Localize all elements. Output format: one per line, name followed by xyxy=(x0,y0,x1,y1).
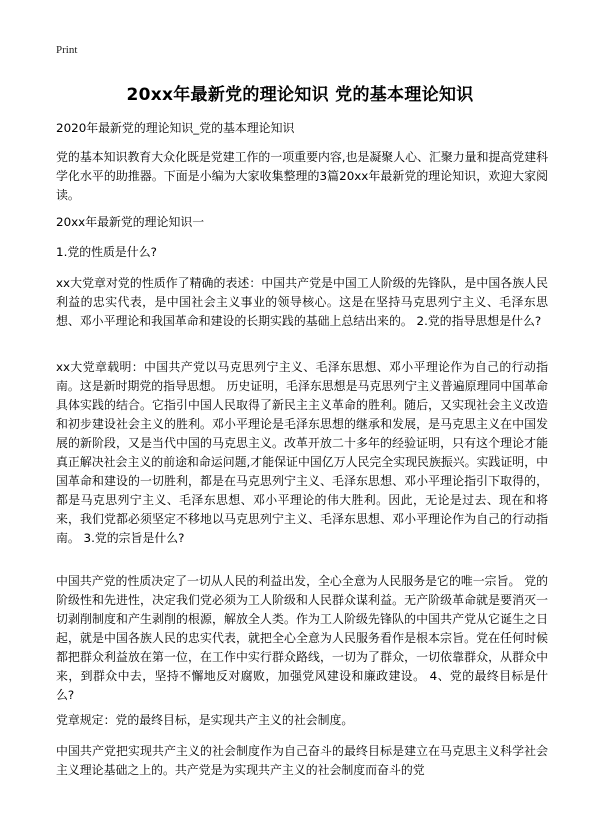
answer-2-paragraph: xx大党章载明：中国共产党以马克思列宁主义、毛泽东思想、邓小平理论作为自己的行动指南。这是新时期党的指导思想。 历史证明，毛泽东思想是马克思列宁主义普遍原理同中国革命具体实践的结合。它指引中国人民取得了新民主主义革命的胜利。随后，又实现社会主义改造和初步建设社会主义的胜利。邓小平理论是毛泽东思想的继承和发展，是马克思主义在中国发展的新阶段，又是当代中国的马克思主义。改革开放二十多年的经验证明，只有这个理论才能真正解决社会主义的前途和命运问题,才能保证中国亿万人民完全实现民族振兴。实践证明，中国革命和建设的一切胜利，都是在马克思列宁主义、毛泽东思想、邓小平理论指引下取得的，都是马克思列宁主义、毛泽东思想、邓小平理论的伟大胜利。因此，无论是过去、现在和将来，我们党都必须坚定不移地以马克思列宁主义、毛泽东思想、邓小平理论作为自己的行动指南。 3.党的宗旨是什么? xyxy=(56,360,548,545)
answer-4-detail-paragraph: 中国共产党把实现共产主义的社会制度作为自己奋斗的最终目标是建立在马克思主义科学社会主义理论基础之上的。共产党是为实现共产主义的社会制度而奋斗的党 xyxy=(56,744,548,777)
section-heading: 20xx年最新党的理论知识一 xyxy=(56,215,205,229)
page-title: 20xx年最新党的理论知识 党的基本理论知识 xyxy=(126,85,474,105)
intro-paragraph: 党的基本知识教育大众化既是党建工作的一项重要内容,也是凝聚人心、汇聚力量和提高党建科学化水平的助推器。下面是小编为大家收集整理的3篇20xx年最新党的理论知识，欢迎大家阅读。 xyxy=(56,150,548,202)
answer-3-paragraph: 中国共产党的性质决定了一切从人民的利益出发，全心全意为人民服务是它的唯一宗旨。 党的阶级性和先进性，决定我们党必须为工人阶级和人民群众谋利益。无产阶级革命就是要消灭一切剥削制度和产生剥削的根源，解放全人类。作为工人阶级先锋队的中国共产党从它诞生之日起，就是中国各族人民的忠实代表，就把全心全意为人民服务看作是根本宗旨。党在任何时候都把群众利益放在第一位，在工作中实行群众路线，一切为了群众，一切依靠群众，从群众中来，到群众中去，坚持不懈地反对腐败，加强党风建设和廉政建设。 4、党的最终目标是什么? xyxy=(56,574,548,702)
question-1: 1.党的性质是什么? xyxy=(56,245,157,259)
answer-4-paragraph: 党章规定：党的最终目标，是实现共产主义的社会制度。 xyxy=(56,713,354,727)
answer-1-paragraph: xx大党章对党的性质作了精确的表述：中国共产党是中国工人阶级的先锋队，是中国各族人民利益的忠实代表，是中国社会主义事业的领导核心。这是在坚持马克思列宁主义、毛泽东思想、邓小平理论和我国革命和建设的长期实践的基础上总结出来的。 2.党的指导思想是什么? xyxy=(56,276,548,328)
print-label: Print xyxy=(56,44,78,56)
subtitle: 2020年最新党的理论知识_党的基本理论知识 xyxy=(56,121,295,135)
